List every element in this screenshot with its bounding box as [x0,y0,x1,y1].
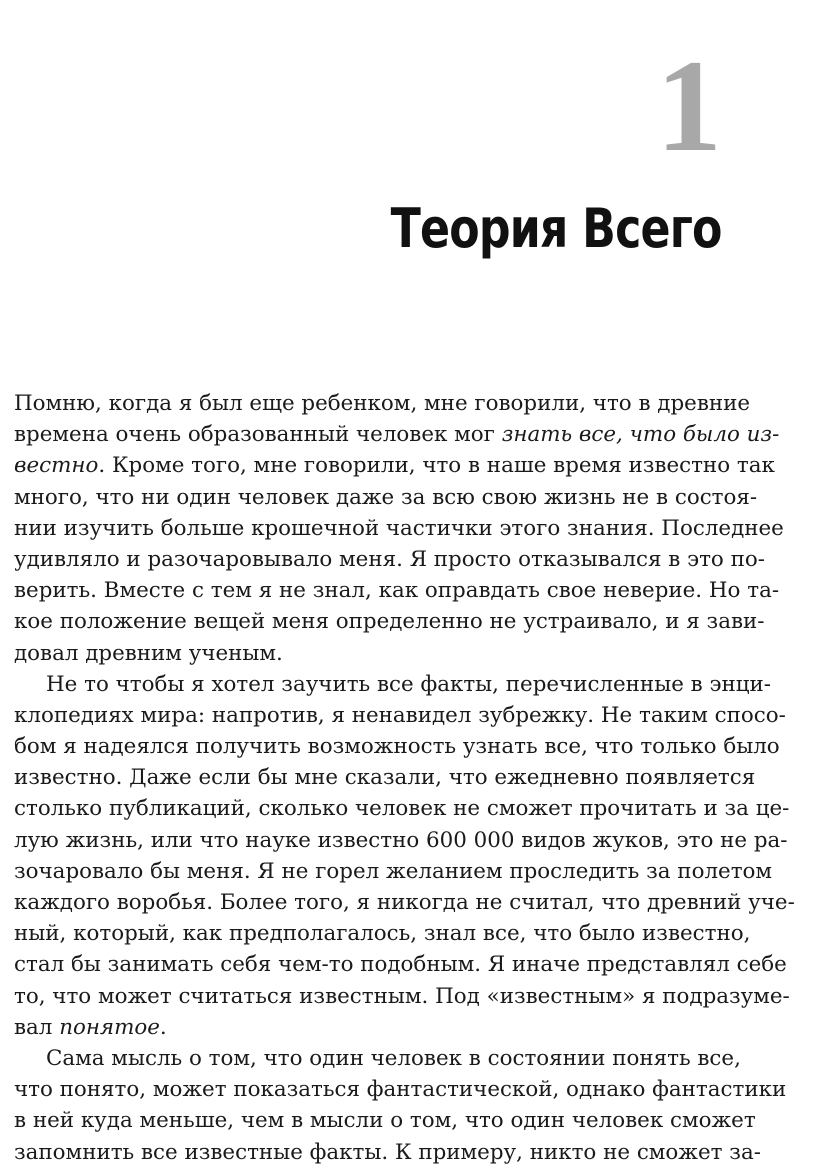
chapter-title: Теория Всего [391,197,722,260]
text-segment: лую жизнь, или что науке известно 600 000 видов жуков, это не ра- [14,827,788,853]
text-line [14,731,780,762]
text-segment: вал [14,1014,60,1040]
text-segment: что понято, может показаться фантастической, однако фантастики [14,1077,787,1103]
text-segment: известно. Даже если бы мне сказали, что ежедневно появляется [14,765,756,791]
text-line [14,419,780,450]
text-segment: удивляло и разочаровывало меня. Я просто отказывался в это по- [14,546,765,572]
text-segment: клопедиях мира: напротив, я ненавидел зубрежку. Не таким спосо- [14,702,786,728]
text-line [14,513,784,544]
text-segment: Помню, когда я был еще ребенком, мне говорили, что в древние [14,391,751,416]
text-segment: Не то чтобы я хотел заучить все факты, перечисленные в энци- [46,671,771,697]
text-line [14,762,756,793]
text-segment: ный, который, как предполагалось, знал все, что было известно, [14,921,751,947]
text-segment: времена очень образованный человек мог [14,422,502,448]
text-segment: много, что ни один человек даже за всю свою жизнь не в состоя- [14,484,758,510]
text-line [14,669,771,700]
text-segment: стал бы занимать себя чем-то подобным. Я иначе представлял себе [14,952,787,978]
text-segment: каждого воробья. Более того, я никогда не считал, что древний уче- [14,890,795,915]
text-line [14,388,751,419]
text-segment: Сама мысль о том, что один человек в состоянии понять все, [46,1045,741,1071]
text-line [14,918,751,949]
text-segment: столько публикаций, сколько человек не сможет прочитать и за це- [14,796,790,822]
text-line [14,544,765,575]
italic-text: вестно [14,453,99,479]
paragraph [14,1043,787,1168]
text-segment: бом я надеялся получить возможность узнать все, что только было [14,734,780,760]
text-line [14,1012,724,1043]
paragraph [14,669,795,1043]
text-segment: верить. Вместе с тем я не знал, как оправдать свое неверие. Но та- [14,578,780,604]
text-segment: нии изучить больше крошечной частички этого знания. Последнее [14,515,784,541]
text-line [14,450,775,481]
text-line [14,793,790,824]
chapter-number: 1 [656,32,722,179]
italic-text: знать все, что было из- [501,422,780,448]
text-segment: кое положение вещей меня определенно не устраивало, и я зави- [14,609,765,635]
text-line [14,825,788,856]
text-line [14,981,790,1012]
text-segment: то, что может считаться известным. Под «известным» я подразуме- [14,983,790,1009]
text-segment: . [159,1014,167,1040]
text-line [14,638,724,669]
body-text [14,388,795,1168]
text-line [14,856,773,887]
text-segment: зочаровало бы меня. Я не горел желанием проследить за полетом [14,858,773,884]
text-line [14,1105,756,1136]
text-line [14,1137,761,1168]
text-segment: . Кроме того, мне говорили, что в наше время известно так [98,453,775,479]
text-line [14,606,765,637]
text-line [14,482,758,513]
text-line [14,575,780,606]
text-line [14,1074,787,1105]
text-segment: довал древним ученым. [14,640,283,666]
paragraph [14,388,784,669]
text-line [14,949,787,980]
text-segment: в ней куда меньше, чем в мысли о том, что один человек сможет [14,1108,756,1134]
text-segment: запомнить все известные факты. К примеру, никто не сможет за- [14,1139,761,1165]
text-line [14,887,795,918]
text-line [14,700,786,731]
italic-text: понятое [59,1014,160,1040]
text-line [14,1043,741,1074]
